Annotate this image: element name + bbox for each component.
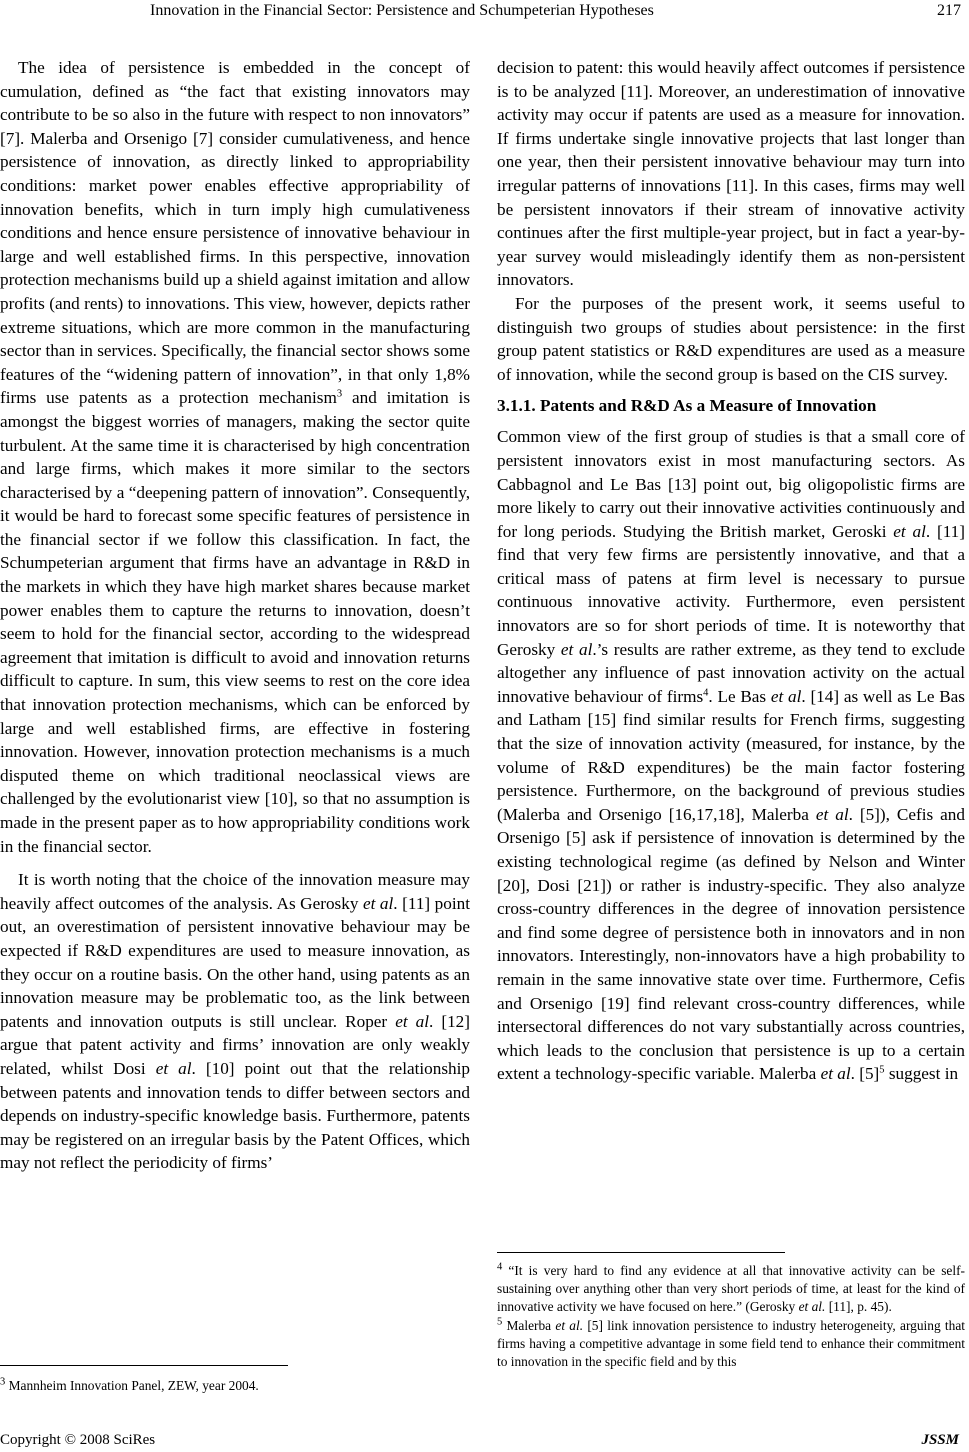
running-header bbox=[0, 0, 969, 24]
text-run: . [5] bbox=[850, 1064, 880, 1084]
italic-text: et al bbox=[560, 639, 593, 659]
italic-text: et al bbox=[820, 1064, 851, 1084]
running-title: Innovation in the Financial Sector: Persistence and Schumpeterian Hypotheses bbox=[150, 2, 654, 19]
text-run: Malerba bbox=[502, 1317, 556, 1333]
text-run: . Le Bas bbox=[708, 686, 771, 706]
paragraph-two-groups: For the purposes of the present work, it seems useful to distinguish two groups of studies about persistence: in the first group patent statistics or R&D expenditures are used as a measure of innovation, while the second group is based on the CIS survey. bbox=[497, 293, 965, 384]
right-column bbox=[497, 56, 965, 1086]
footnote-5 bbox=[497, 1317, 965, 1372]
paragraph-innovation-measure bbox=[0, 868, 470, 1175]
text-run: . [5]), Cefis and Orsenigo [5] ask if persistence of innovation is determined by the existing technological regime (as defined by Nelson and Winter [20], Dosi [21]) or rather is industry-specific. They also analyze cross-country differences in the degree of innovation persistence and find some degree of persistence both in innovators and in non innovators. Interestingly, non-innovators have a high probability to remain in the same innovative state over time. Furthermore, Cefis and Orsenigo [19] find relevant cross-country differences, while intersectoral differences do not vary substantially across countries, which leads to the conclusion that persistence is up to a certain extent a technology-specific variable. Malerba bbox=[497, 804, 965, 1084]
journal-abbrev: JSSM bbox=[921, 1432, 959, 1448]
italic-text: et al bbox=[815, 804, 849, 824]
footnotes-right bbox=[497, 1262, 965, 1371]
text-run: . [11] point out, an overestimation of persistent innovative behaviour may be expected if R&D expenditures are used to measure innovation, as they occur on a routine basis. On the other hand, using patents as an innovation measure may be problematic too, as the link between patents and innovation outputs is still unclear. Roper bbox=[0, 893, 471, 1031]
italic-text: et al bbox=[770, 686, 802, 706]
footnote-separator bbox=[497, 1252, 785, 1253]
footnote-ref-3: 3 bbox=[336, 388, 343, 400]
footnote-ref-4: 4 bbox=[703, 687, 709, 699]
footnote-3 bbox=[0, 1377, 470, 1395]
copyright-text: Copyright © 2008 SciRes bbox=[0, 1432, 156, 1448]
italic-text: et al. bbox=[555, 1317, 584, 1333]
text-run: . [10] point out that the relationship between patents and innovation tends to differ between sectors and depends on industry-specific knowledge basis. Furthermore, patents may be registered on an irregular basis by the Patent Offices, which may not reflect the periodicity of firms’ bbox=[0, 1058, 470, 1173]
text-run: Mannheim Innovation Panel, ZEW, year 2004. bbox=[5, 1378, 259, 1393]
text-run: “It is very hard to find any evidence at all that innovative activity can be self-sustaining over anything other than very short periods of time, at least for the kind of innovative activity we have focused on here.” (Gerosky bbox=[497, 1263, 965, 1315]
left-column bbox=[0, 56, 470, 1175]
footnote-separator bbox=[0, 1365, 288, 1366]
italic-text: et al bbox=[395, 1011, 430, 1031]
text-run: . [12] argue that patent activity and firms’ innovation are only weakly related, whilst Dosi bbox=[0, 1011, 470, 1078]
paragraph-first-group-studies bbox=[497, 425, 965, 1086]
italic-text: et al bbox=[155, 1058, 192, 1078]
text-run: suggest in bbox=[884, 1064, 959, 1084]
section-heading: 3.1.1. Patents and R&D As a Measure of Innovation bbox=[497, 396, 877, 416]
italic-text: et al bbox=[362, 893, 394, 913]
italic-text: et al bbox=[893, 521, 926, 541]
paragraph-patent-decision: decision to patent: this would heavily affect outcomes if persistence is to be analyzed [11]. Moreover, an underestimation of innovative activity may occur if patents are used as a measure for innovation. If firms undertake single innovative projects that last longer than one year, then their persistent innovative behaviour may turn into irregular patterns of innovations [11]. In this cases, firms may well be persistent innovators if their stream of innovative activity continues after the first multiple-year project, but in fact a year-by-year survey would misleadingly identify them as non-persistent innovators. bbox=[497, 58, 965, 290]
italic-text: et al. bbox=[798, 1299, 826, 1315]
footnote-mark: 3 bbox=[0, 1376, 6, 1388]
text-run: It is worth noting that the choice of the innovation measure may heavily affect outcomes of the analysis. As Gerosky bbox=[0, 870, 470, 913]
text-run: Common view of the first group of studies is that a small core of persistent innovators exist in most manufacturing sectors. As Cabbagnol and Le Bas [13] point out, big oligopolistic firms are more likely to carry out their innovative activities continuously and for long periods. Studying the British market, Geroski bbox=[497, 427, 965, 541]
text-run: The idea of persistence is embedded in the concept of cumulation, defined as “the fact that existing innovators may contribute to be so also in the future with respect to non innovators” [7]. Malerba and Orsenigo [7] consider cumulativeness, and hence persistence of innovation, as directly linked to appropriability conditions: market power enables effective appropriability of innovation benefits, which in turn imply high cumulativeness conditions and hence ensure persistence of innovative behaviour in large and well established firms. In this perspective, innovation protection mechanisms build up a shield against imitation and allow profits (and rents) to innovations. This view, however, depicts rather extreme situations, which are more common in the manufacturing sector than in services. Specifically, the financial sector shows some features of the “widening pattern of innovation”, in that only 1,8% firms use patents as a protection mechanism bbox=[0, 58, 470, 408]
text-run: [11], p. 45). bbox=[825, 1299, 892, 1315]
text-run: [5] link innovation persistence to industry heterogeneity, arguing that firms having a competitive advantage in some field tend to enhance their commitment to innovation in the specific field and by this bbox=[497, 1317, 966, 1370]
footnote-mark: 4 bbox=[497, 1261, 503, 1273]
page-number: 217 bbox=[937, 2, 961, 19]
text-run: . [14] as well as Le Bas and Latham [15] find similar results for French firms, suggesting that the size of innovation activity (measured, for instance, by the volume of R&D expenditures) be the main factor fostering persistence. Furthermore, on the background of previous studies (Malerba and Orsenigo [16,17,18], Malerba bbox=[497, 686, 965, 824]
footnote-mark: 5 bbox=[497, 1316, 503, 1328]
text-run: and imitation is amongst the biggest worries of managers, making the sector quite turbulent. At the same time it is characterised by high concentration and large firms, which makes it more similar to the sectors characterised by a “deepening pattern of innovation”. Consequently, it would be hard to forecast some specific features of persistence in the financial sector if we follow this classification. In fact, the Schumpeterian argument that firms have an advantage in R&D in the markets in which they have high market shares because market power enables them to capture the returns to innovation, doesn’t seem to hold for the financial sector, according to the widespread agreement that imitation is difficult to avoid and innovation returns difficult to capture. In sum, this view seems to rest on the core idea that innovation protection mechanisms, which can be enforced by large and well established firms, are effective in fostering innovation. However, innovation protection mechanisms is a much disputed theme on which traditional neoclassical views are challenged by the evolutionarist view [10], so that no assumption is made in the present paper as to how appropriability conditions work in the financial sector. bbox=[0, 388, 471, 856]
page-footer bbox=[0, 1430, 969, 1450]
footnote-ref-5: 5 bbox=[879, 1064, 885, 1076]
text-run: .’s results are rather extreme, as they tend to exclude altogether any influence of past innovation activity on the actual innovative behaviour of firms bbox=[497, 639, 965, 706]
footnote-4 bbox=[497, 1262, 965, 1317]
paragraph-persistence-cumulation bbox=[0, 56, 470, 858]
text-run: . [11] find that very few firms are persistently innovative, and that a critical mass of patens at firm level is necessary to pursue continuous innovative activity. Furthermore, even persistent innovators are so for short periods of time. It is noteworthy that Gerosky bbox=[497, 521, 965, 659]
